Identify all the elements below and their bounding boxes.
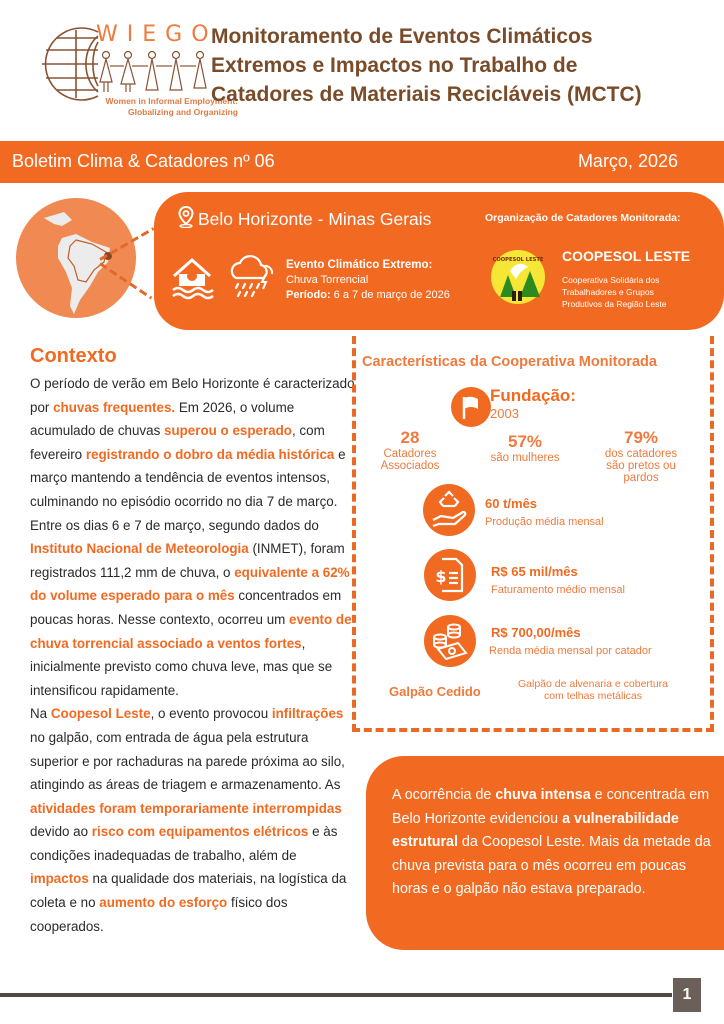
org-description [562, 274, 666, 310]
logo-tagline-line: Women in Informal Employment: [105, 96, 238, 106]
bulletin-date: Março, 2026 [577, 151, 678, 171]
characteristics-heading: Características da Cooperativa Monitorada [362, 354, 657, 370]
org-label: Organização de Catadores Monitorada: [485, 212, 681, 224]
stat-women [480, 432, 570, 464]
body-text: e março mantendo a tendência de eventos intensos, culminando no episódio ocorrido no dia 7 de março. [30, 446, 346, 509]
foundation-year: 2003 [490, 406, 519, 421]
body-text: concentrados em poucas horas. Nesse contexto, ocorreu um [30, 588, 342, 627]
body-text: na qualidade dos materiais, na logística da coleta e no [30, 871, 347, 911]
bold-text: a vulnerabilidade estrutural [392, 810, 679, 850]
logo-tagline-line: Globalizing and Organizing [127, 107, 238, 117]
wiego-logo [38, 22, 238, 122]
flag-icon-circle [451, 387, 491, 427]
highlight-text [392, 784, 722, 902]
map-pin-icon [178, 206, 194, 228]
org-name: COOPESOL LESTE [562, 248, 691, 264]
globe-map-icon [14, 196, 138, 320]
shed-desc-line: com telhas metálicas [543, 690, 643, 702]
stat-race [596, 428, 686, 484]
logo-wordmark: WIEGO [96, 22, 218, 47]
stat-label: são pretos ou [606, 460, 676, 472]
location-name: Belo Horizonte - Minas Gerais [198, 209, 432, 229]
location-title [178, 206, 431, 230]
highlighted-text: infiltrações [271, 706, 344, 722]
highlighted-text: chuvas frequentes. [53, 399, 176, 415]
stat-label: Associados [380, 460, 440, 472]
svg-text:$: $ [435, 567, 447, 586]
recycle-hand-icon-circle [423, 484, 475, 536]
body-text: , inicialmente previsto como chuva leve, mas que se intensificou rapidamente. [30, 635, 333, 698]
body-text: Em 2026, o volume acumulado de chuvas [30, 399, 295, 439]
stat-members [368, 428, 452, 472]
period-label: Período: [286, 289, 331, 301]
body-text: e concentrada em Belo Horizonte evidenciou [392, 787, 710, 827]
foundation-label: Fundação: [490, 386, 576, 405]
flooded-house-icon [170, 256, 214, 300]
event-details [286, 258, 450, 303]
coins-money-icon [424, 615, 476, 667]
women-figures-icon [94, 50, 214, 94]
title-line: Monitoramento de Eventos Climáticos [211, 25, 593, 48]
context-paragraph [30, 514, 356, 703]
footer-line [0, 993, 672, 997]
stat-label: Catadores [383, 448, 437, 460]
kpi-value: 60 t/mês [485, 496, 538, 511]
bold-text: chuva intensa [495, 787, 591, 803]
kpi-label: Renda média mensal por catador [489, 645, 652, 657]
body-text: , o evento provocou [150, 706, 272, 722]
page-title [211, 22, 711, 109]
org-desc-line: Trabalhadores e Grupos [562, 287, 654, 297]
stat-label: dos catadores [604, 448, 678, 460]
kpi-value: R$ 65 mil/mês [491, 564, 578, 579]
highlighted-text: aumento do esforço [99, 895, 228, 911]
coopesol-logo [490, 249, 546, 305]
title-line: Catadores de Materiais Recicláveis (MCTC) [211, 83, 642, 106]
storm-cloud-rain-icon [228, 254, 276, 300]
context-heading: Contexto [30, 345, 117, 367]
coopesol-logo-text: COOPESOL LESTE [492, 257, 544, 263]
stat-value: 28 [400, 428, 420, 447]
stat-value: 57% [507, 432, 543, 451]
context-paragraph [30, 372, 356, 514]
stat-label: são mulheres [490, 452, 560, 464]
highlighted-text: evento de chuva torrencial associado a ventos fortes [30, 611, 352, 651]
page-number: 1 [673, 978, 701, 1012]
body-text: Entre os dias 6 e 7 de março, segundo dados do [30, 517, 319, 533]
shed-desc-line: Galpão de alvenaria e cobertura [517, 678, 668, 690]
highlighted-text: registrando o dobro da média histórica [85, 446, 335, 462]
kpi-value: R$ 700,00/mês [491, 625, 581, 640]
invoice-dollar-icon-circle [424, 549, 476, 601]
highlighted-text: Instituto Nacional de Meteorologia [30, 541, 249, 557]
context-body [30, 372, 356, 938]
body-text: físico dos cooperados. [30, 895, 288, 934]
recycle-hand-icon [423, 484, 475, 536]
body-text: A ocorrência de [392, 787, 496, 803]
event-type: Chuva Torrencial [286, 274, 369, 286]
highlighted-text: atividades foram temporariamente interrompidas [30, 800, 342, 816]
shed-label: Galpão Cedido [389, 684, 481, 699]
body-text: O período de verão em Belo Horizonte é caracterizado por [30, 376, 355, 415]
highlighted-text: risco com equipamentos elétricos [91, 824, 309, 840]
body-text: Na [30, 706, 51, 722]
body-text: devido ao [30, 824, 92, 840]
period-value: 6 a 7 de março de 2026 [330, 289, 450, 301]
org-desc-line: Cooperativa Solidária dos [562, 275, 660, 285]
highlighted-text: superou o esperado [164, 423, 292, 439]
kpi-label: Faturamento médio mensal [491, 584, 625, 596]
location-card [154, 192, 724, 330]
org-desc-line: Produtivos da Região Leste [562, 299, 667, 309]
bulletin-number: Boletim Clima & Catadores nº 06 [12, 151, 275, 171]
event-period [286, 288, 450, 303]
stat-value: 79% [623, 428, 659, 447]
context-paragraph [30, 702, 356, 938]
body-text: , com fevereiro [30, 423, 325, 462]
shed-description [508, 678, 678, 702]
body-text: e às condições inadequadas de trabalho, além de [30, 824, 338, 863]
highlight-box [366, 756, 724, 950]
highlighted-text: Coopesol Leste [50, 706, 151, 722]
event-heading: Evento Climático Extremo: [286, 259, 433, 271]
body-text: (INMET), foram registrados 111,2 mm de chuva, o [30, 541, 345, 580]
coins-money-icon-circle [424, 615, 476, 667]
title-line: Extremos e Impactos no Trabalho de [211, 54, 578, 77]
body-text: da Coopesol Leste. Mais da metade da chuva prevista para o mês ocorreu em poucas horas e o galpão não estava preparado. [392, 834, 711, 897]
kpi-label: Produção média mensal [485, 516, 604, 528]
body-text: no galpão, com entrada de água pela estrutura superior e por rachaduras na parede próxima ao silo, atingindo as áreas de triagem e armazenamento. As [30, 729, 345, 793]
highlighted-text: impactos [30, 871, 89, 887]
highlighted-text: equivalente a 62% do volume esperado para o mês [30, 564, 350, 604]
stat-label: pardos [623, 472, 659, 484]
bulletin-banner [0, 141, 724, 183]
flag-icon [451, 387, 491, 427]
invoice-dollar-icon [424, 549, 476, 601]
